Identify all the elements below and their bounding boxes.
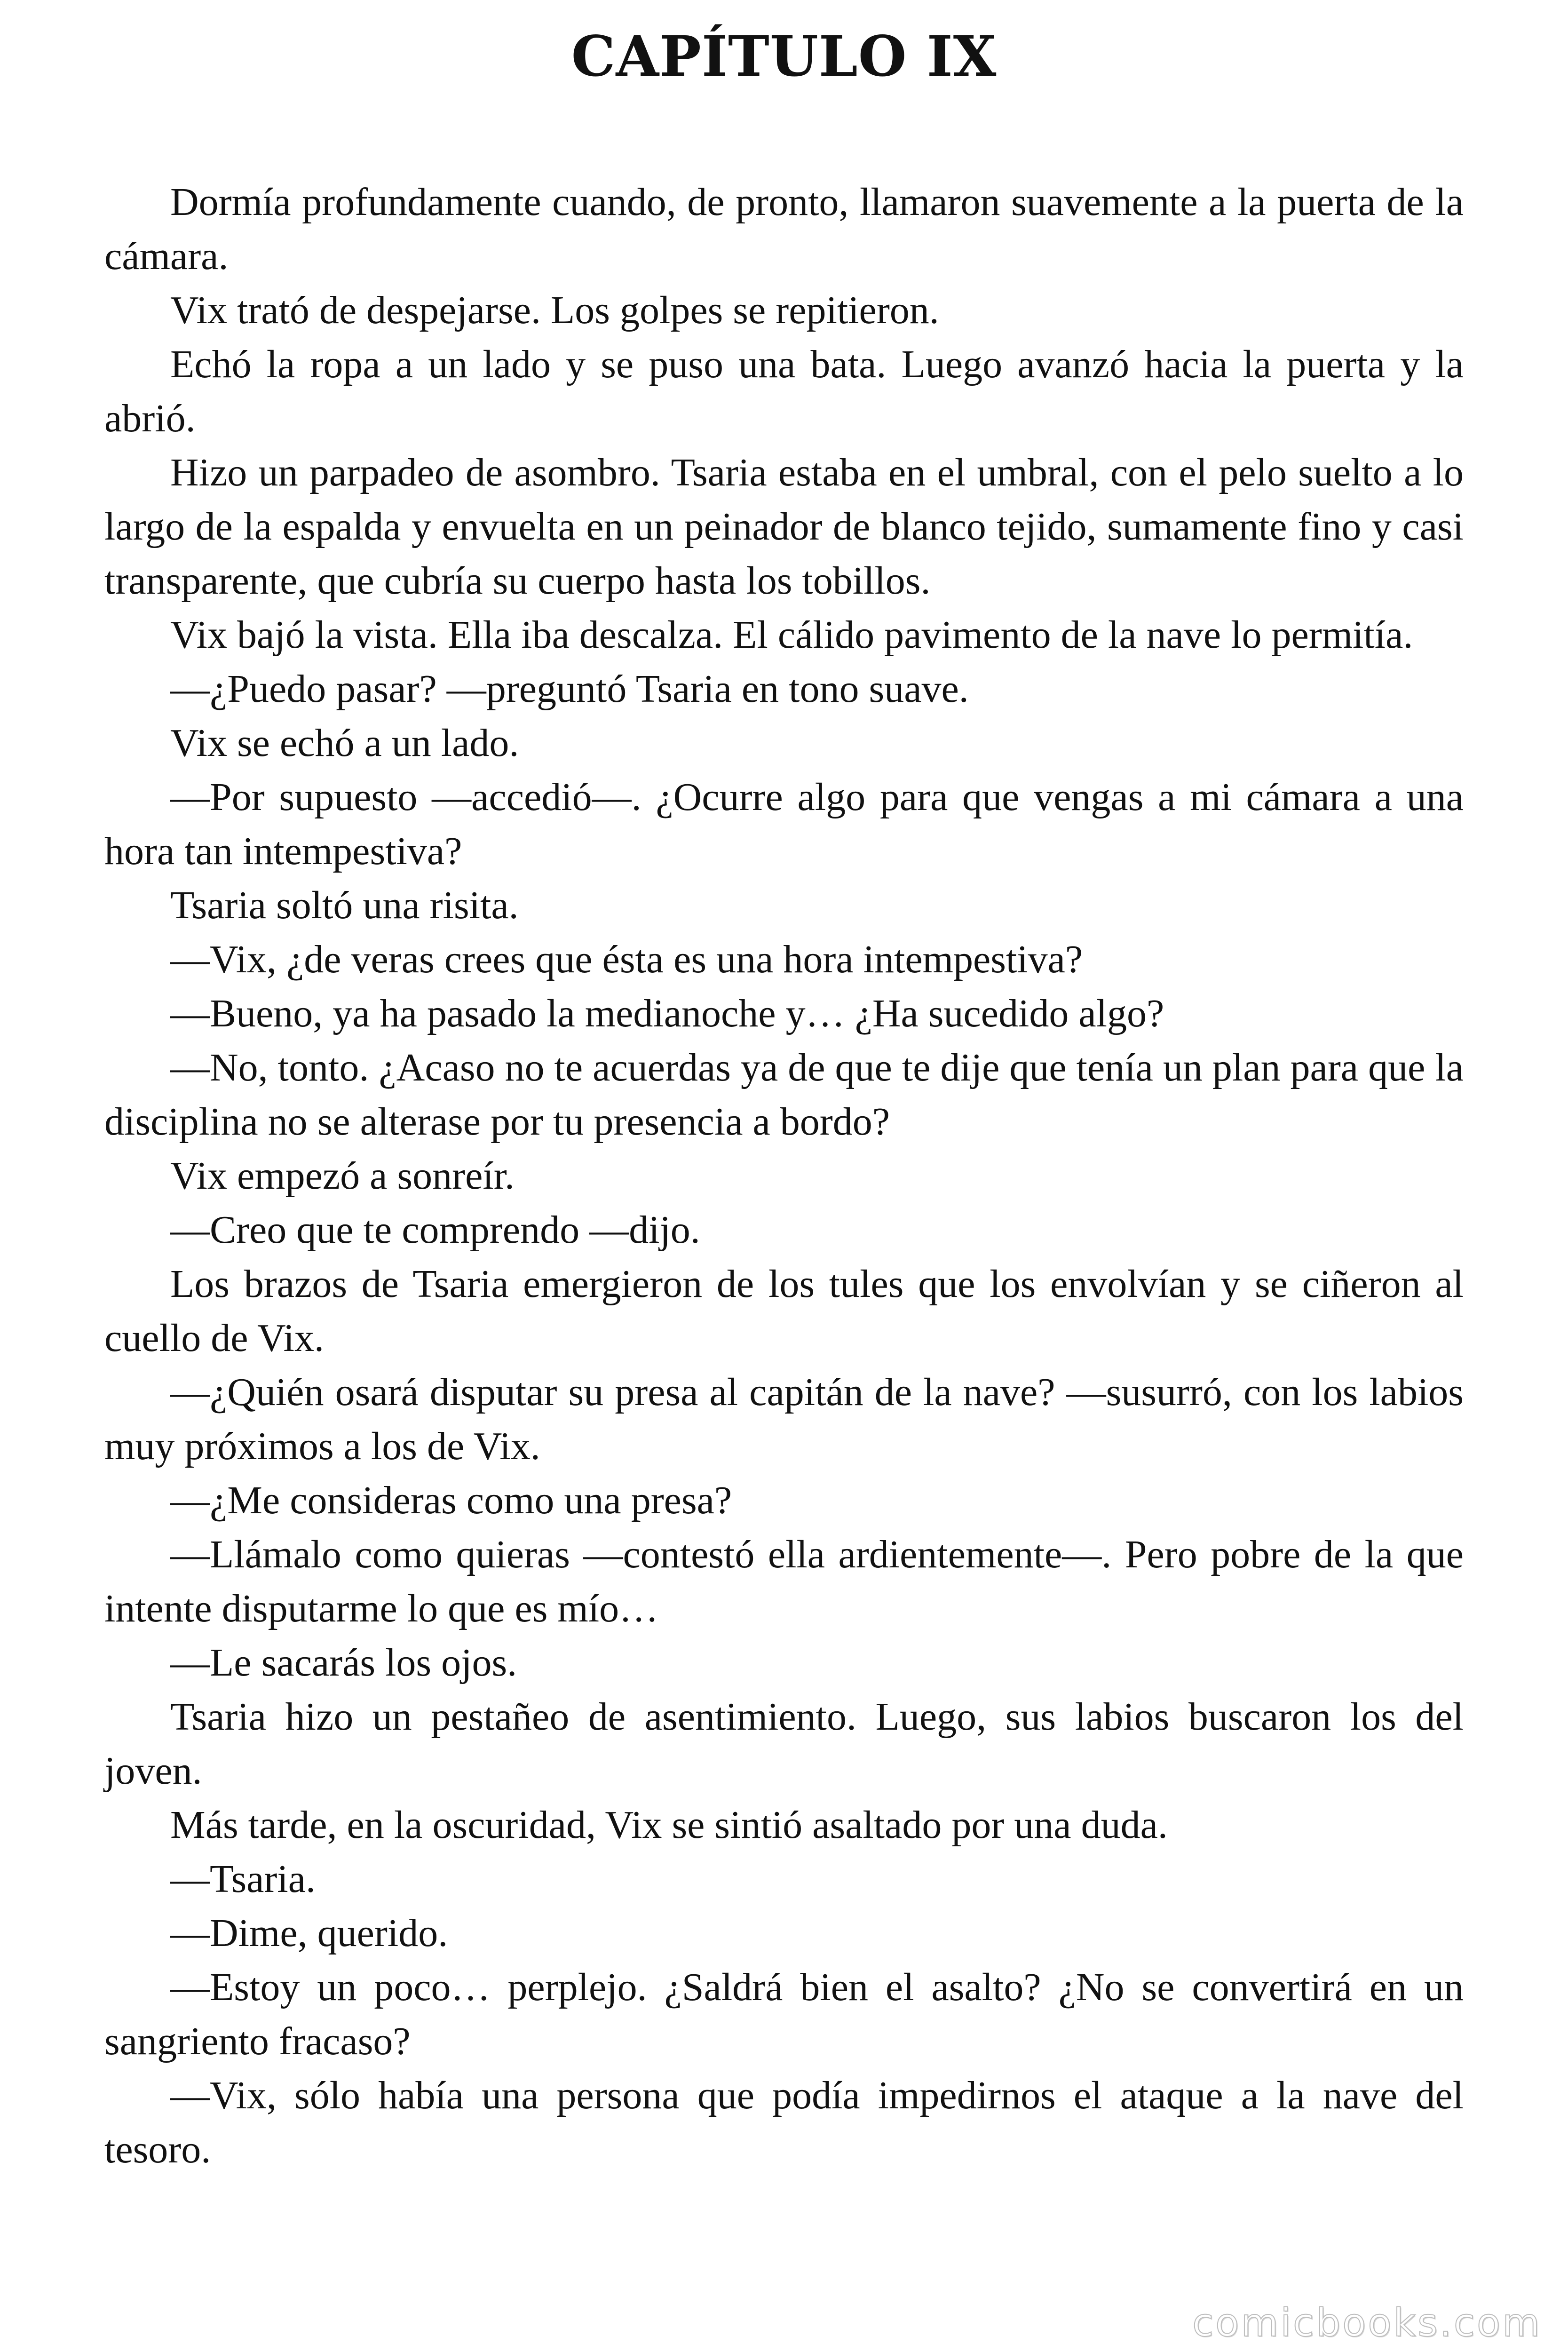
watermark: comicbooks.com	[1192, 2301, 1542, 2345]
paragraph: Tsaria soltó una risita.	[170, 883, 519, 927]
paragraph: —Creo que te comprendo —dijo.	[170, 1208, 700, 1252]
paragraph: Hizo un parpadeo de asombro. Tsaria estaba en el umbral, con el pelo suelto a lo largo de la espalda y envuelta en un peinador de blanco tejido, sumamente fino y casi transparente, que cubría su cuerpo hasta los tobillos.	[104, 451, 1464, 603]
paragraph: —Vix, ¿de veras crees que ésta es una hora intempestiva?	[170, 938, 1083, 981]
paragraph: —¿Puedo pasar? —preguntó Tsaria en tono suave.	[170, 667, 969, 711]
paragraph: Vix trató de despejarse. Los golpes se repitieron.	[170, 288, 939, 332]
chapter-title: CAPÍTULO IX	[571, 24, 997, 89]
paragraph: —¿Quién osará disputar su presa al capitán de la nave? —susurró, con los labios muy próximos a los de Vix.	[104, 1370, 1464, 1468]
paragraph: —Por supuesto —accedió—. ¿Ocurre algo para que vengas a mi cámara a una hora tan intempestiva?	[104, 775, 1464, 873]
paragraph: Más tarde, en la oscuridad, Vix se sintió asaltado por una duda.	[170, 1803, 1168, 1847]
paragraph: —¿Me consideras como una presa?	[170, 1478, 732, 1522]
paragraph: —Tsaria.	[170, 1857, 316, 1901]
paragraph: —Llámalo como quieras —contestó ella ardientemente—. Pero pobre de la que intente disputarme lo que es mío…	[104, 1533, 1464, 1630]
paragraph: —Vix, sólo había una persona que podía impedirnos el ataque a la nave del tesoro.	[104, 2074, 1464, 2171]
paragraph: Vix empezó a sonreír.	[170, 1154, 515, 1198]
paragraph: Vix bajó la vista. Ella iba descalza. El cálido pavimento de la nave lo permitía.	[170, 613, 1413, 657]
paragraph: —Le sacarás los ojos.	[170, 1641, 517, 1685]
paragraph: Vix se echó a un lado.	[170, 721, 519, 765]
paragraph: —Estoy un poco… perplejo. ¿Saldrá bien el asalto? ¿No se convertirá en un sangriento fracaso?	[104, 1965, 1464, 2063]
paragraph: —Dime, querido.	[170, 1911, 448, 1955]
chapter-text	[104, 175, 1464, 2177]
paragraph: Tsaria hizo un pestañeo de asentimiento. Luego, sus labios buscaron los del joven.	[104, 1695, 1464, 1793]
paragraph: Dormía profundamente cuando, de pronto, llamaron suavemente a la puerta de la cámara.	[104, 180, 1464, 278]
paragraph: —Bueno, ya ha pasado la medianoche y… ¿Ha sucedido algo?	[170, 992, 1164, 1035]
paragraph: —No, tonto. ¿Acaso no te acuerdas ya de que te dije que tenía un plan para que la disciplina no se alterase por tu presencia a bordo?	[104, 1046, 1464, 1144]
paragraph: Echó la ropa a un lado y se puso una bata. Luego avanzó hacia la puerta y la abrió.	[104, 342, 1464, 440]
paragraph: Los brazos de Tsaria emergieron de los tules que los envolvían y se ciñeron al cuello de Vix.	[104, 1262, 1464, 1360]
